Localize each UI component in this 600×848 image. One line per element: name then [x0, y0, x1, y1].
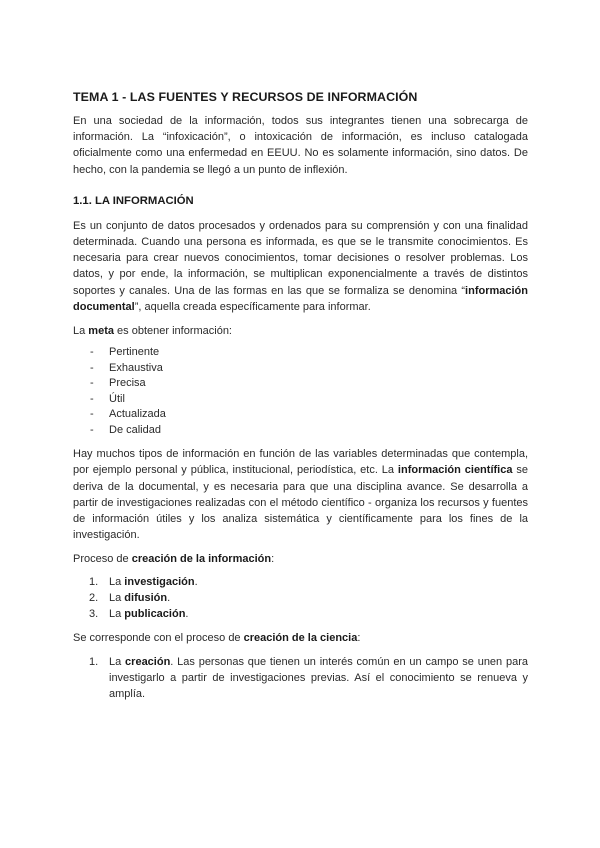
list-item: 2. La difusión.: [89, 591, 171, 604]
bold-term: meta: [88, 325, 114, 338]
list-item: - Actualizada: [73, 407, 528, 423]
information-types-paragraph: Hay muchos tipos de información en función de las variables determinadas que contempla, por ejemplo personal y pública, institucional, periodística, etc. La información científica se deriva de la documental, y es necesaria para que una disciplina avance. Se desarrolla a partir de investigaciones realizadas con el método científico - organiza los recursos y fuentes de información útiles y los analiza sistemática y científicamente para los fines de la investigación.: [73, 448, 528, 542]
list-item: - Precisa: [73, 376, 528, 392]
bold-term: creación de la ciencia: [243, 631, 358, 644]
list-item: - De calidad: [73, 423, 528, 439]
meta-list: [73, 345, 528, 438]
list-item: - Pertinente: [73, 345, 528, 361]
process-list: [73, 574, 528, 622]
list-item: - Útil: [73, 392, 528, 408]
document-title: TEMA 1 - LAS FUENTES Y RECURSOS DE INFORMACIÓN: [73, 90, 418, 104]
bold-term: información científica: [397, 464, 513, 477]
bold-term: información documental: [73, 284, 528, 313]
information-paragraph: Es un conjunto de datos procesados y ordenados para su comprensión y con una finalidad determinada. Cuando una persona es informada, es que se le transmite conocimientos. Es necesaria para crear nuevos conocimientos, tomar decisiones o resolver problemas. Los datos, y por ende, la información, se multiplican exponencialmente a través de distintos soportes y canales. Una de las formas en las que se formaliza se denomina “información documental”, aquella creada específicamente para informar.: [73, 219, 528, 313]
list-item: 3. La publicación.: [89, 607, 189, 620]
science-intro: Se corresponde con el proceso de creación de la ciencia:: [73, 631, 361, 644]
meta-intro: La meta es obtener información:: [73, 325, 232, 338]
intro-paragraph: En una sociedad de la información, todos sus integrantes tienen una sobrecarga de información. La “infoxicación”, o intoxicación de información, es incluso catalogada oficialmente como una enfermedad en EEUU. No es solamente información, sino datos. De hecho, con la pandemia se llegó a un punto de inflexión.: [73, 115, 528, 176]
document-page: [73, 90, 528, 702]
list-item: 1. La investigación.: [89, 575, 198, 588]
process-intro: Proceso de creación de la información:: [73, 553, 275, 566]
list-item: - Exhaustiva: [73, 361, 528, 377]
section-heading: 1.1. LA INFORMACIÓN: [73, 194, 194, 207]
science-list: [73, 654, 528, 702]
list-item: 1. La creación. Las personas que tienen un interés común en un campo se unen para investigarlo a partir de investigaciones previas. Así el conocimiento se renueva y amplía.: [89, 655, 528, 700]
bold-term: creación de la información: [131, 553, 272, 566]
